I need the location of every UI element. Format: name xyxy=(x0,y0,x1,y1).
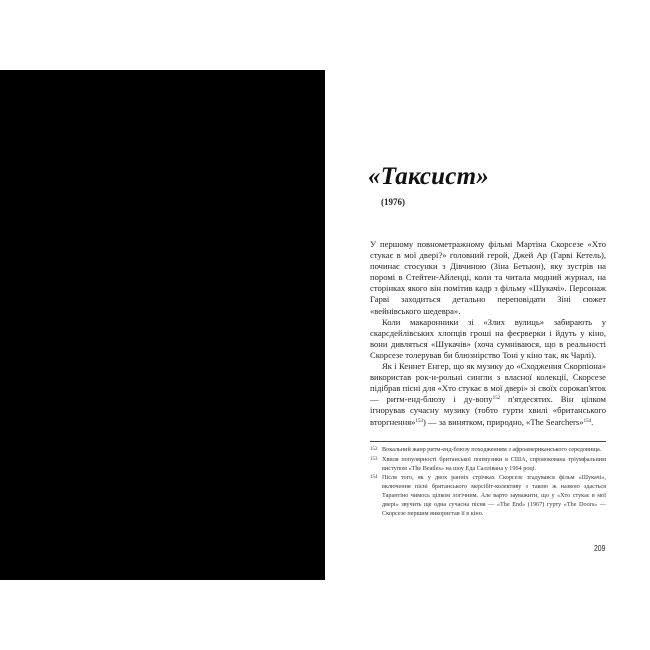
paragraph-3-part-b: п'ятдесятих. Він цілком ігнорував сучасну музику (тобто гурти хвилі «британського вторгнення» xyxy=(370,394,606,427)
paragraph-3 xyxy=(370,361,606,428)
page-number: 209 xyxy=(594,544,606,553)
footnote-text: Після того, як у двох ранніх стрічках Скорсезе згадувався фільм «Шукачі», включення пісні британського мерсібіт-колективу з такою ж назвою здасться Тарантіно чимось цілком логічним. Але варто зауважити, що у «Хто стукає в мої двері» звучить ще одна сучасна пісня — «The End» (1967) гурту «The Doors» — Скорсезе першим використав її в кіно. xyxy=(382,474,606,517)
paragraph-3-part-c: ) — за винятком, природно, «The Searchers» xyxy=(422,416,584,427)
footnote-number: 152 xyxy=(370,447,378,452)
footnote-number: 154 xyxy=(370,475,378,481)
footnote-number: 153 xyxy=(370,456,378,462)
footnote-ref-152[interactable]: 152 xyxy=(492,396,501,402)
footnotes xyxy=(370,446,606,519)
footnote-text: Вокальний жанр ритм-енд-блюзу походженням з афроамериканського середовища. xyxy=(382,446,602,453)
chapter-year: (1976) xyxy=(381,197,405,207)
paragraph-2: Коли макаронники зі «Злих вулиць» забирають у скарсдейлівських хлопців гроші на феєрверки і йдуть у кіно, вони дивляться «Шукачів» (хоча сумніваюся, що в реальності Скорсезе толерував би блюзнірство Тоні у кіно так, як Чарлі). xyxy=(370,316,606,360)
body-text xyxy=(370,239,606,428)
paragraph-3-part-d: . xyxy=(591,416,594,427)
footnote-ref-153[interactable]: 153 xyxy=(415,418,423,424)
paragraph-3-part-a: Як і Кеннет Енгер, що як музику до «Сходження Скорпіона» використав рок-н-рольні сингли з власної колекції, Скорсезе підібрав пісні для «Хто стукає в мої двері» зі своїх сорокап'яток — ритм-енд-блюзу і ду-вопу xyxy=(370,361,606,405)
paragraph-1: У першому повнометражному фільмі Мартіна Скорсезе «Хто стукає в мої двері?» головний герой, Джей Ар (Гарві Кетель), починає стосунки з Дівчиною (Зіна Бетьюн), яку зустрів на поромі в Стейтен-Айленді, коли та читала модний журнал, на сторінках якого він помітив кадр з фільму «Шукачі». Персонаж Гарві заходиться детально переповідати Зіні сюжет «вейнівського шедевра». xyxy=(370,239,606,316)
footnote-separator xyxy=(370,441,606,442)
chapter-title: «Таксист» xyxy=(368,163,489,190)
footnote-152 xyxy=(370,446,606,455)
left-page-black xyxy=(0,70,325,580)
footnote-153 xyxy=(370,456,606,474)
footnote-ref-154[interactable]: 154 xyxy=(583,418,592,424)
footnote-154 xyxy=(370,474,606,518)
footnote-text: Хвиля популярності британської попмузики в США, спровокована тріумфальним виступом «The Beatles» на шоу Еда Салліванa у 1964 році. xyxy=(382,455,606,472)
